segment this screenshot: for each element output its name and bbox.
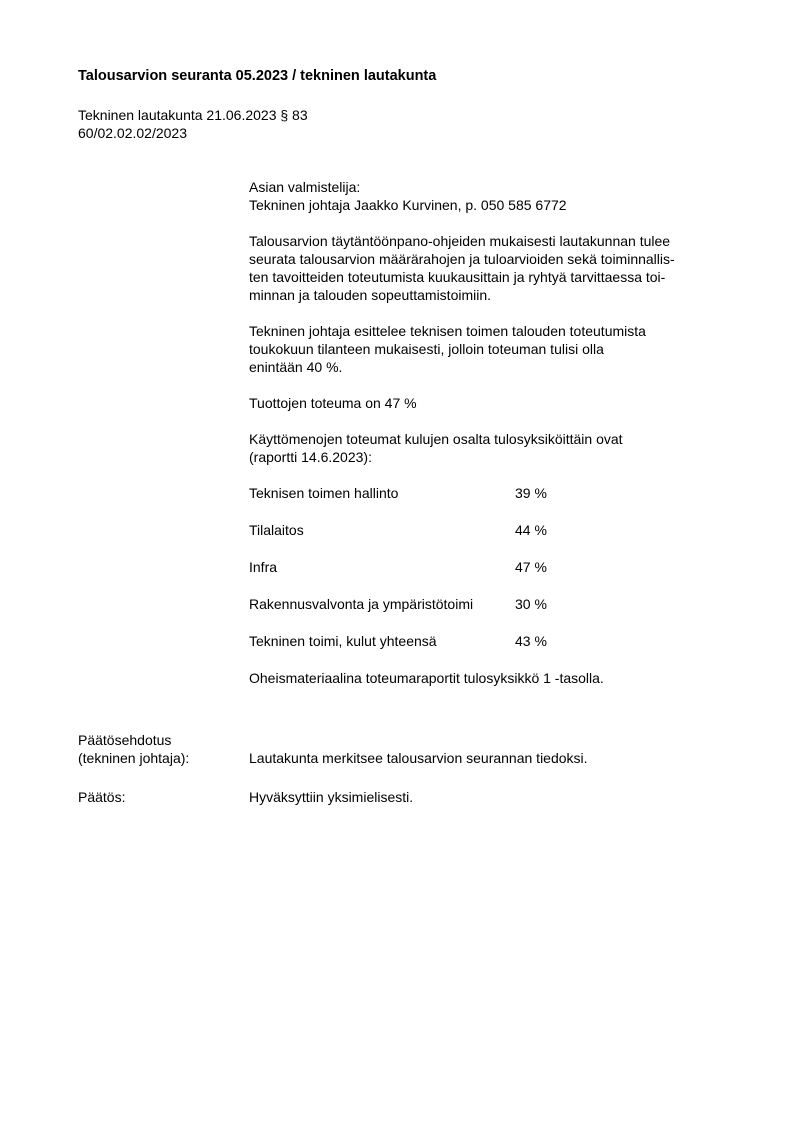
decision-row (78, 788, 758, 806)
unit-row (249, 484, 739, 502)
decision-text: Hyväksyttiin yksimielisesti. (249, 789, 414, 805)
unit-name: Tilalaitos (249, 522, 304, 538)
unit-percentage: 30 % (515, 596, 547, 612)
unit-name: Infra (249, 559, 278, 575)
preparer-block (249, 178, 739, 214)
unit-row (249, 558, 739, 576)
proposal-block (78, 731, 758, 767)
paragraph-line: minnan ja talouden sopeuttamistoimiin. (249, 287, 492, 303)
paragraph-presentation (249, 322, 739, 376)
paragraph-line: Talousarvion täytäntöönpano-ohjeiden mukaisesti lautakunnan tulee (249, 233, 671, 249)
document-title: Talousarvion seuranta 05.2023 / tekninen lautakunta (78, 68, 437, 84)
attachment-note: Oheismateriaalina toteumaraportit tulosyksikkö 1 -tasolla. (249, 670, 604, 686)
unit-percentage: 44 % (515, 522, 547, 538)
unit-row (249, 595, 739, 613)
unit-cost-list (249, 484, 739, 650)
record-number: 60/02.02.02/2023 (78, 125, 187, 141)
meeting-date-line: Tekninen lautakunta 21.06.2023 § 83 (78, 107, 308, 123)
main-body (249, 178, 739, 687)
unit-row (249, 632, 739, 650)
proposal-text: Lautakunta merkitsee talousarvion seurannan tiedoksi. (249, 750, 588, 766)
proposal-label-row (78, 731, 758, 749)
unit-name: Teknisen toimen hallinto (249, 485, 399, 501)
revenue-realization: Tuottojen toteuma on 47 % (249, 395, 417, 411)
proposal-text-row (78, 749, 758, 767)
paragraph-instructions (249, 232, 739, 304)
preparer-name: Tekninen johtaja Jaakko Kurvinen, p. 050 585 6772 (249, 197, 567, 213)
paragraph-line: Käyttömenojen toteumat kulujen osalta tulosyksiköittäin ovat (249, 431, 623, 447)
unit-percentage: 47 % (515, 559, 547, 575)
paragraph-line: (raportti 14.6.2023): (249, 449, 372, 465)
paragraph-line: seurata talousarvion määrärahojen ja tuloarvioiden sekä toiminnallis- (249, 251, 675, 267)
preparer-label: Asian valmistelija: (249, 179, 361, 195)
unit-percentage: 39 % (515, 485, 547, 501)
unit-percentage: 43 % (515, 633, 547, 649)
decision-label: Päätös: (78, 789, 126, 805)
decision-block (78, 788, 758, 806)
unit-name: Tekninen toimi, kulut yhteensä (249, 633, 437, 649)
paragraph-operating-costs (249, 430, 739, 466)
paragraph-line: ten tavoitteiden toteutumista kuukausittain ja ryhtyä tarvittaessa toi- (249, 269, 666, 285)
paragraph-line: toukokuun tilanteen mukaisesti, jolloin toteuman tulisi olla (249, 341, 604, 357)
unit-name: Rakennusvalvonta ja ympäristötoimi (249, 596, 474, 612)
proposal-label: Päätösehdotus (78, 732, 172, 748)
unit-row (249, 521, 739, 539)
proposal-presenter: (tekninen johtaja): (78, 750, 190, 766)
meeting-reference (78, 106, 308, 142)
paragraph-line: Tekninen johtaja esittelee teknisen toimen talouden toteutumista (249, 323, 646, 339)
paragraph-line: enintään 40 %. (249, 359, 343, 375)
